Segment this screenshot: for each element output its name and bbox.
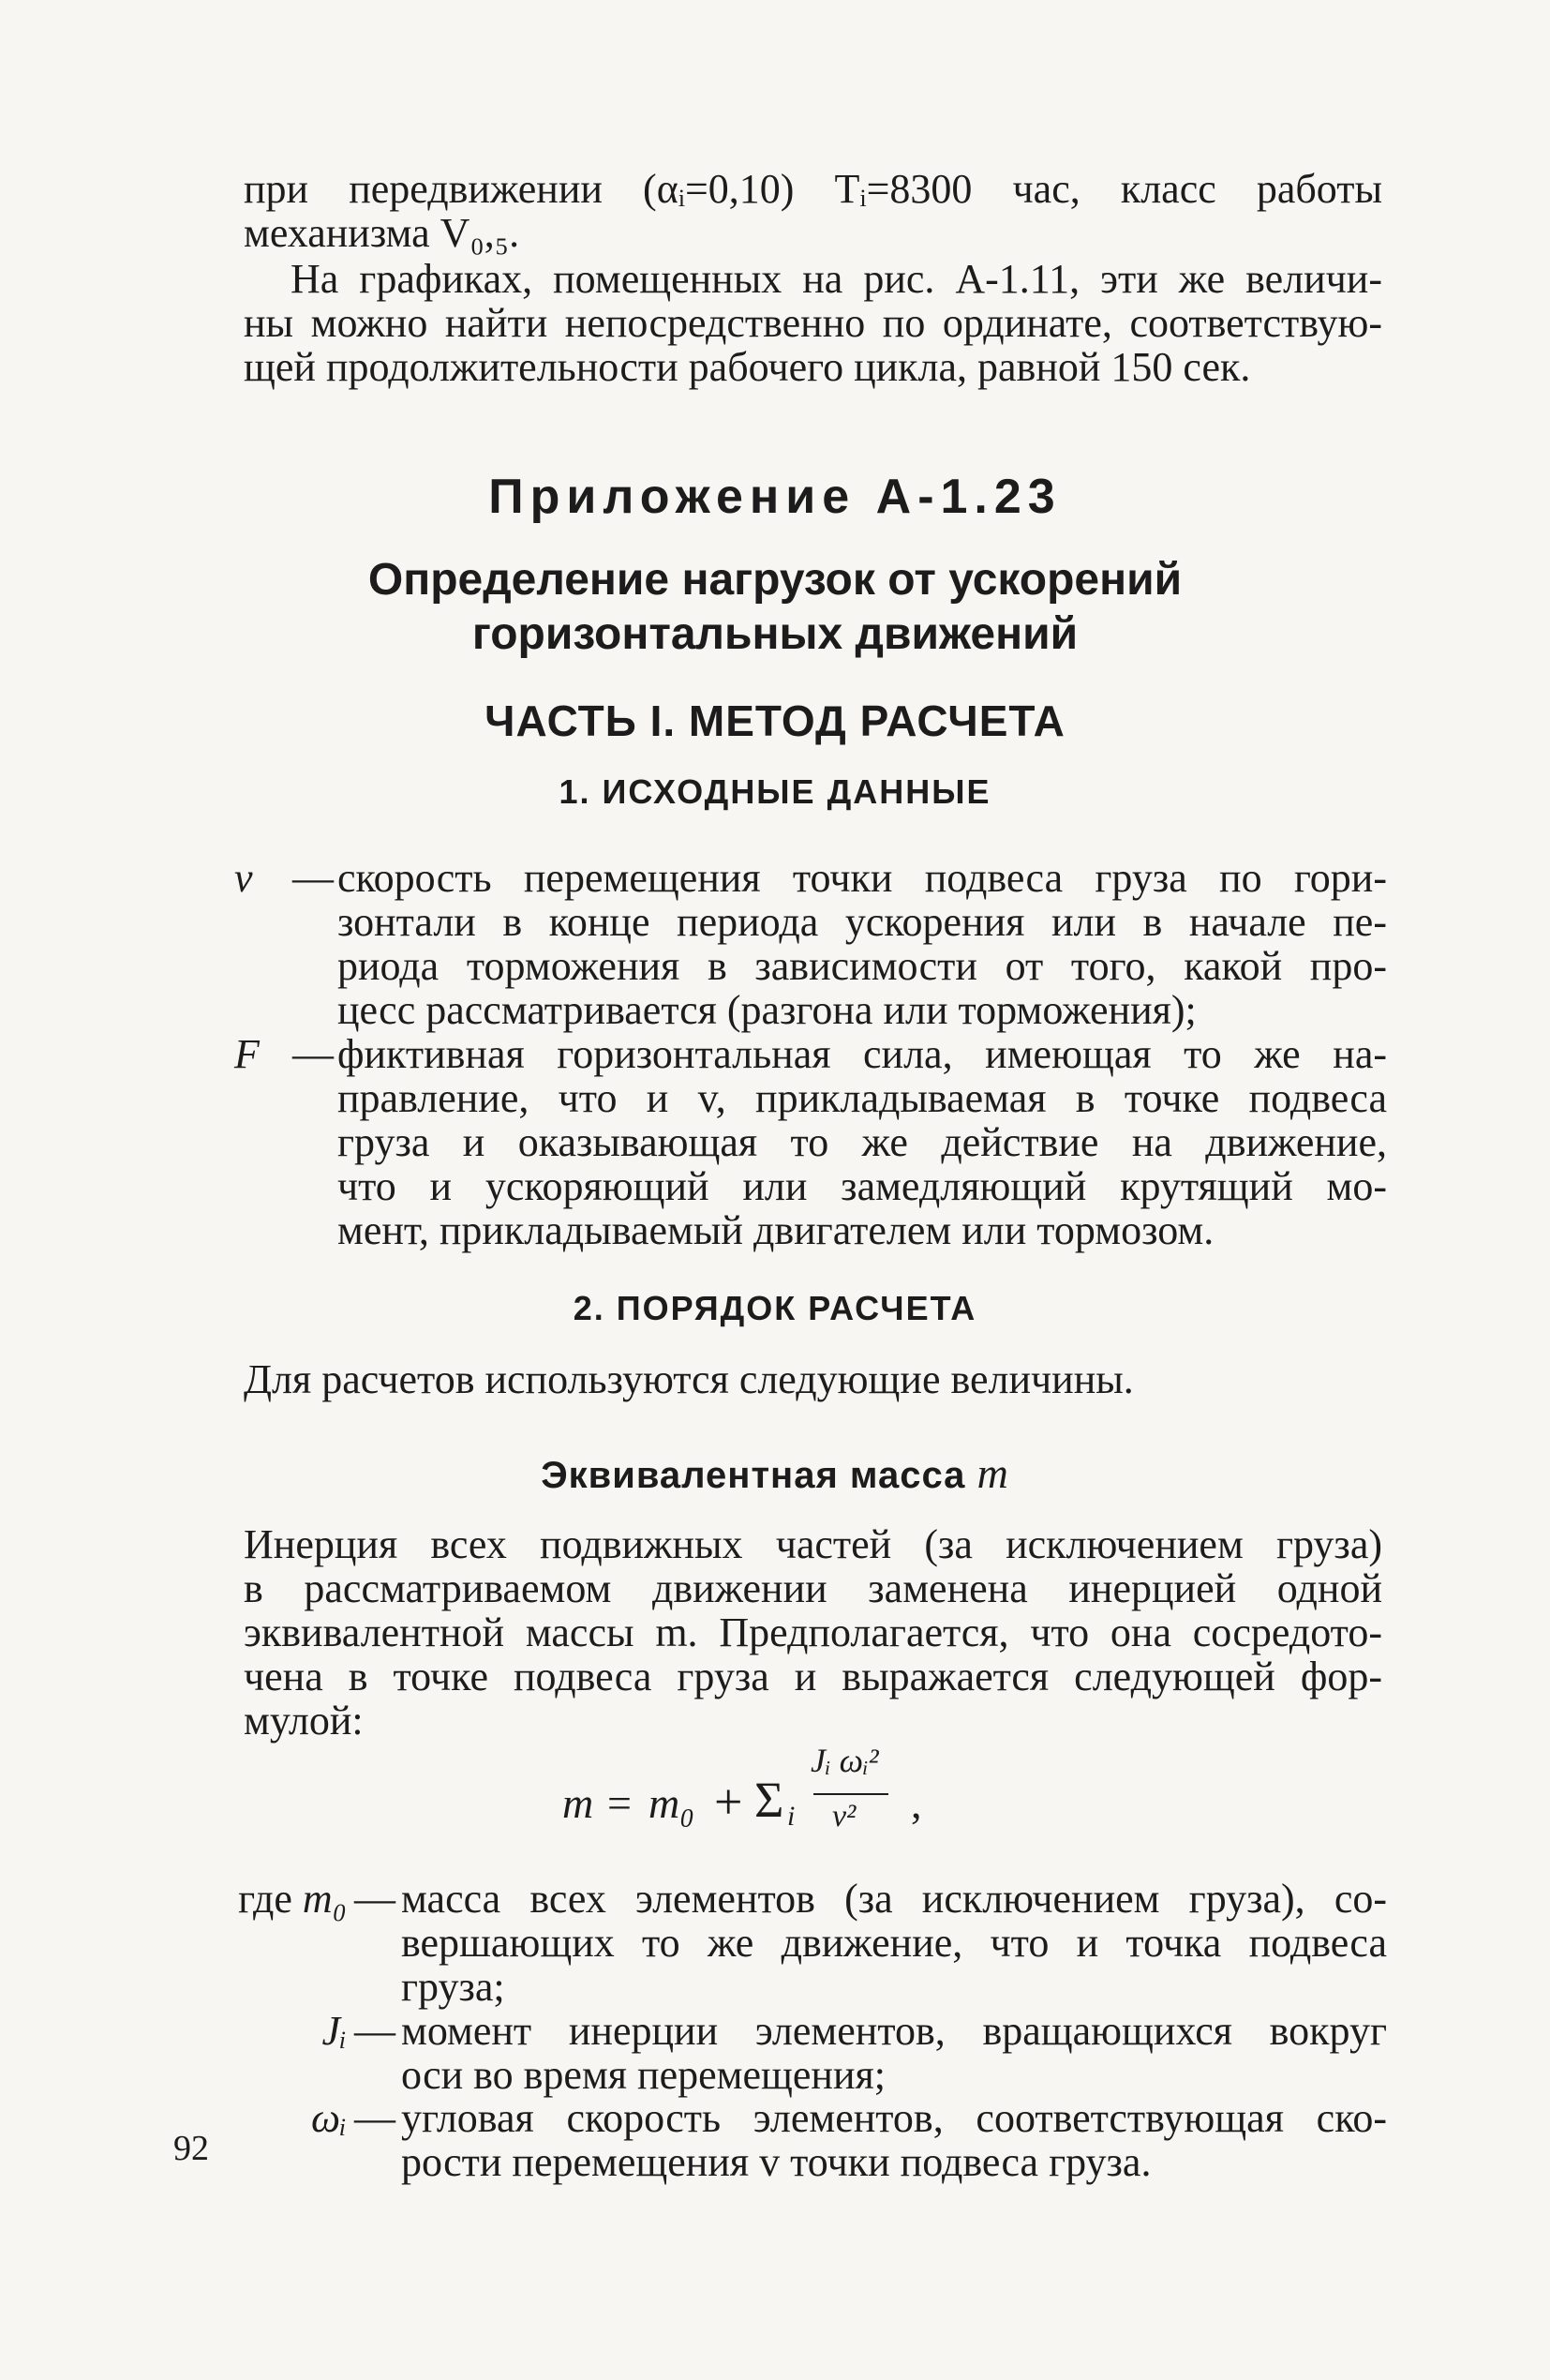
where-line: рости перемещения v точки подвеса груза. bbox=[401, 2139, 1152, 2185]
intro-line-1: при передвижении (αᵢ=0,10) Tᵢ=8300 час, класс работы bbox=[244, 166, 1382, 212]
subsection-1-title: 1. ИСХОДНЫЕ ДАННЫЕ bbox=[559, 772, 991, 811]
page-number: 92 bbox=[173, 2129, 209, 2168]
where-label bbox=[197, 2096, 347, 2140]
where-label bbox=[197, 1877, 347, 1921]
appendix-title: Приложение А-1.23 bbox=[488, 470, 1062, 524]
formula-fraction-bar bbox=[813, 1793, 888, 1795]
where-symbol: ωᵢ bbox=[310, 2095, 347, 2141]
equivalent-mass-formula bbox=[562, 1739, 1031, 1851]
where-symbol: Jᵢ bbox=[321, 2008, 347, 2054]
definition-symbol: F bbox=[234, 1031, 260, 1077]
graphs-line-3: щей продолжительности рабочего цикла, равной 150 сек. bbox=[244, 344, 1251, 390]
where-line: вершающих то же движение, что и точка подвеса bbox=[401, 1920, 1387, 1966]
definition-line: правление, что и v, прикладываемая в точке подвеса bbox=[337, 1075, 1387, 1121]
definition-line: зонтали в конце периода ускорения или в начале пе- bbox=[337, 899, 1387, 945]
formula-numerator: Jᵢ ωᵢ² bbox=[811, 1742, 879, 1779]
where-item-omega bbox=[197, 2096, 1387, 2184]
inertia-line-4: чена в точке подвеса груза и выражается следующей фор- bbox=[244, 1654, 1382, 1699]
inertia-paragraph bbox=[244, 1522, 1382, 1743]
where-prefix: где bbox=[238, 1876, 292, 1922]
section-title-line-1: Определение нагрузок от ускорений bbox=[367, 555, 1183, 605]
graphs-paragraph bbox=[244, 257, 1382, 389]
where-label bbox=[197, 2009, 347, 2053]
equivalent-mass-symbol: m bbox=[976, 1449, 1009, 1497]
definition-line: фиктивная горизонтальная сила, имеющая то же на- bbox=[337, 1031, 1387, 1077]
formula-plus: + bbox=[714, 1774, 743, 1830]
inertia-line-3: эквивалентной массы m. Предполагается, что она сосредото- bbox=[244, 1609, 1382, 1655]
formula-denominator: v² bbox=[832, 1799, 857, 1834]
where-item-ji bbox=[197, 2009, 1387, 2097]
where-item-m0 bbox=[197, 1877, 1387, 2009]
definition-line: риода торможения в зависимости от того, какой про- bbox=[337, 943, 1387, 989]
equivalent-mass-heading-text: Эквивалентная масса bbox=[541, 1455, 966, 1496]
where-symbol: m₀ bbox=[302, 1876, 347, 1922]
formula-lhs: m bbox=[562, 1779, 594, 1827]
graphs-line-1: На графиках, помещенных на рис. А-1.11, эти же величи- bbox=[291, 256, 1382, 302]
inertia-line-2: в рассматриваемом движении заменена инерцией одной bbox=[244, 1565, 1382, 1611]
equivalent-mass-heading bbox=[0, 1448, 1550, 1498]
inertia-line-5: мулой: bbox=[244, 1698, 364, 1744]
section-title bbox=[0, 553, 1550, 662]
formula-m0: m₀ bbox=[648, 1779, 695, 1827]
where-line: угловая скорость элементов, соответствующая ско- bbox=[401, 2095, 1387, 2141]
intro-line-2: механизма V₀,₅. bbox=[244, 210, 520, 256]
formula-trailing-comma: , bbox=[911, 1779, 922, 1827]
definition-f bbox=[234, 1032, 1387, 1252]
section-title-line-2: горизонтальных движений bbox=[471, 609, 1079, 659]
definition-line: цесс рассматривается (разгона или торможения); bbox=[337, 987, 1197, 1033]
where-line: оси во время перемещения; bbox=[401, 2052, 886, 2098]
formula-sum-index: i bbox=[787, 1801, 796, 1832]
definition-v bbox=[234, 856, 1387, 1032]
intro-paragraph bbox=[244, 167, 1382, 255]
where-dash: — bbox=[354, 2095, 395, 2141]
where-line: груза; bbox=[401, 1964, 505, 2010]
definition-line: мент, прикладываемый двигателем или тормозом. bbox=[337, 1207, 1215, 1253]
inertia-line-1: Инерция всех подвижных частей (за исключением груза) bbox=[244, 1521, 1382, 1567]
calc-intro-paragraph bbox=[244, 1357, 1382, 1401]
where-dash: — bbox=[354, 2008, 395, 2054]
definition-line: груза и оказывающая то же действие на движение, bbox=[337, 1119, 1387, 1165]
where-line: момент инерции элементов, вращающихся вокруг bbox=[401, 2008, 1387, 2054]
formula-equals: = bbox=[607, 1779, 632, 1827]
definition-line: что и ускоряющий или замедляющий крутящий мо- bbox=[337, 1163, 1387, 1209]
calc-intro-line: Для расчетов используются следующие величины. bbox=[244, 1356, 1134, 1402]
definition-dash: — bbox=[292, 1031, 334, 1077]
definition-symbol: v bbox=[234, 855, 253, 901]
definition-line: скорость перемещения точки подвеса груза по гори- bbox=[337, 855, 1387, 901]
formula-sum: Σ bbox=[754, 1772, 784, 1828]
where-line: масса всех элементов (за исключением груза), со- bbox=[401, 1876, 1387, 1922]
where-dash: — bbox=[354, 1876, 395, 1922]
graphs-line-2: ны можно найти непосредственно по ординате, соответствую- bbox=[244, 300, 1382, 346]
subsection-2-title: 2. ПОРЯДОК РАСЧЕТА bbox=[573, 1289, 977, 1327]
definition-dash: — bbox=[292, 855, 334, 901]
part-title: ЧАСТЬ I. МЕТОД РАСЧЕТА bbox=[484, 696, 1066, 745]
